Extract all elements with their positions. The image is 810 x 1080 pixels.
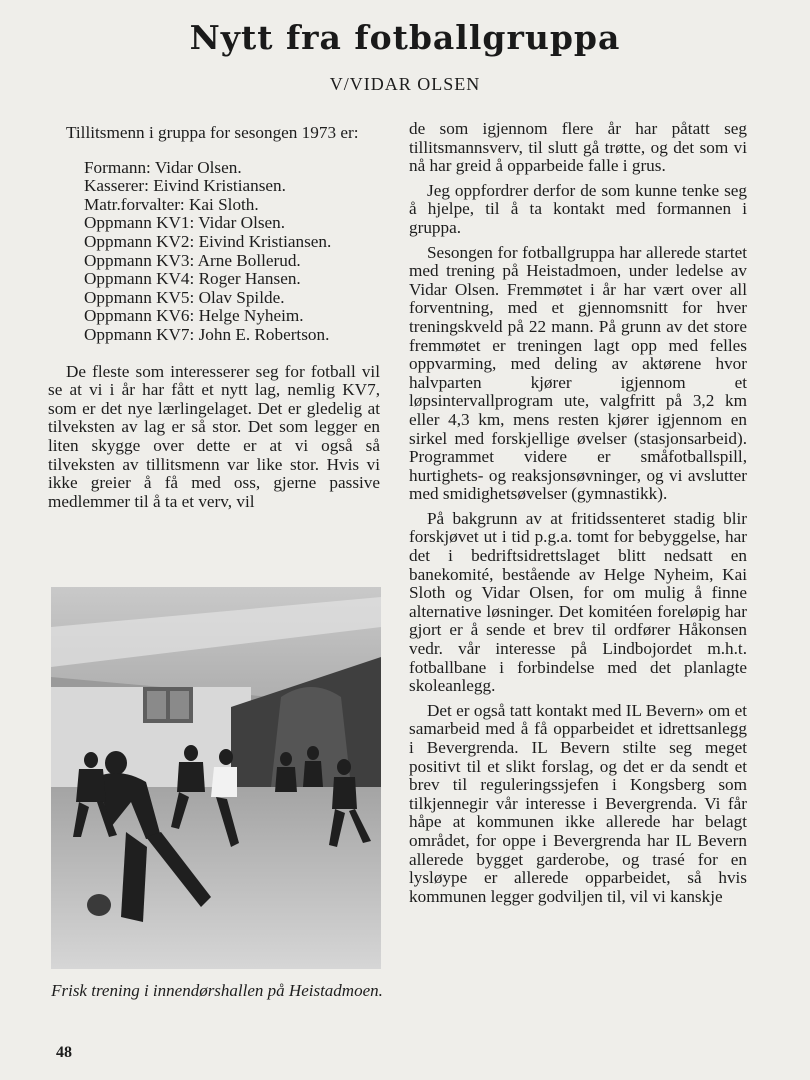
officer-line: Kasserer: Eivind Kristiansen. <box>84 176 286 196</box>
officer-line: Oppmann KV1: Vidar Olsen. <box>84 213 286 233</box>
officer-line: Matr.forvalter: Kai Sloth. <box>84 194 259 214</box>
officer-line: Formann: Vidar Olsen. <box>84 157 242 177</box>
article-title: Nytt fra fotballgruppa <box>189 18 621 57</box>
officer-line: Oppmann KV7: John E. Robertson. <box>84 324 330 344</box>
page-number: 48 <box>56 1044 72 1061</box>
officer-list <box>84 159 380 345</box>
officer-line: Oppmann KV3: Arne Bollerud. <box>84 250 301 270</box>
indoor-football-illustration <box>51 587 381 969</box>
intro-text: Tillitsmenn i gruppa for sesongen 1973 er: <box>66 123 359 142</box>
body-paragraph: Jeg oppfordrer derfor de som kunne tenke seg å hjelpe, til å ta kontakt med formannen i gruppa. <box>409 180 747 237</box>
training-photo <box>51 587 381 969</box>
left-column <box>48 124 380 511</box>
article-byline: V/VIDAR OLSEN <box>329 74 481 94</box>
officer-line: Oppmann KV2: Eivind Kristiansen. <box>84 231 332 251</box>
officer-line: Oppmann KV5: Olav Spilde. <box>84 287 285 307</box>
officer-line: Oppmann KV4: Roger Hansen. <box>84 269 301 289</box>
body-paragraph: De fleste som interesserer seg for fotball vil se at vi i år har fått et nytt lag, nemlig KV7, som er det nye lærlingelaget. Det er gledelig at tilveksten av lag er så stor. Det som legger en liten skygge over dette er at vi også så tilveksten av tillitsmenn var like stor. Hvis vi ikke greier å få med oss, gjerne passive medlemmer til å ta et verv, vil <box>48 361 380 511</box>
body-paragraph: På bakgrunn av at fritidssenteret stadig blir forskjøvet ut i tid p.g.a. tomt for bebyggelse, har det i bedriftsidrettslaget blitt nedsatt en banekomité, bestående av Helge Nyheim, Kai Sloth og Vidar Olsen, for om mulig å finne alternative løsninger. Det komitéen foreløpig har gjort er å sende et brev til ordfører Håkonsen vedr. vår interesse på Lindbojordet m.h.t. fotballbane i forbindelse med det planlagte skoleanlegg. <box>409 508 747 696</box>
photo-caption: Frisk trening i innendørshallen på Heistadmoen. <box>51 981 383 1000</box>
body-paragraph: Det er også tatt kontakt med IL Bevern» om et samarbeid med å få opparbeidet et idrettsanlegg i Bevergrenda. IL Bevern stilte seg meget positivt til et slikt forslag, og det er da sendt et brev til reguleringssjefen i Kongsberg som tilkjennegir vår interesse i Bevergrenda. Vi får håpe at kommunen ikke allerede har belagt området, for oppe i Bevergrenda har IL Bevern allerede bygget garderobe, og trasé for en lysløype er allerede opparbeidet, så hvis kommunen legger godviljen til, vil vi kanskje <box>409 700 747 906</box>
officer-line: Oppmann KV6: Helge Nyheim. <box>84 306 304 326</box>
body-paragraph: de som igjennom flere år har påtatt seg tillitsmannsverv, til slutt gå trøtte, og det som vi nå har greid å opparbeide falle i grus. <box>409 119 747 176</box>
right-column <box>409 120 747 906</box>
body-paragraph: Sesongen for fotballgruppa har allerede startet med trening på Heistadmoen, under ledelse av Vidar Olsen. Fremmøtet i år har vært over all forventning, med et gjennomsnitt for hver treningskveld på 22 mann. På grunn av det store fremmøtet er treningen lagt opp med felles oppvarming, med deling av aktørene hvor halvparten kjører igjennom et løpsintervallprogram ute, valgfritt på 3,2 km eller 4,3 km, mens resten kjører igjennom en sirkel med forskjellige øvelser (stasjonsarbeid). Programmet videre er småfotballspill, hurtighets- og reaksjonsøvninger, og vi avslutter med smidighetsøvelser (gymnastikk). <box>409 242 747 504</box>
